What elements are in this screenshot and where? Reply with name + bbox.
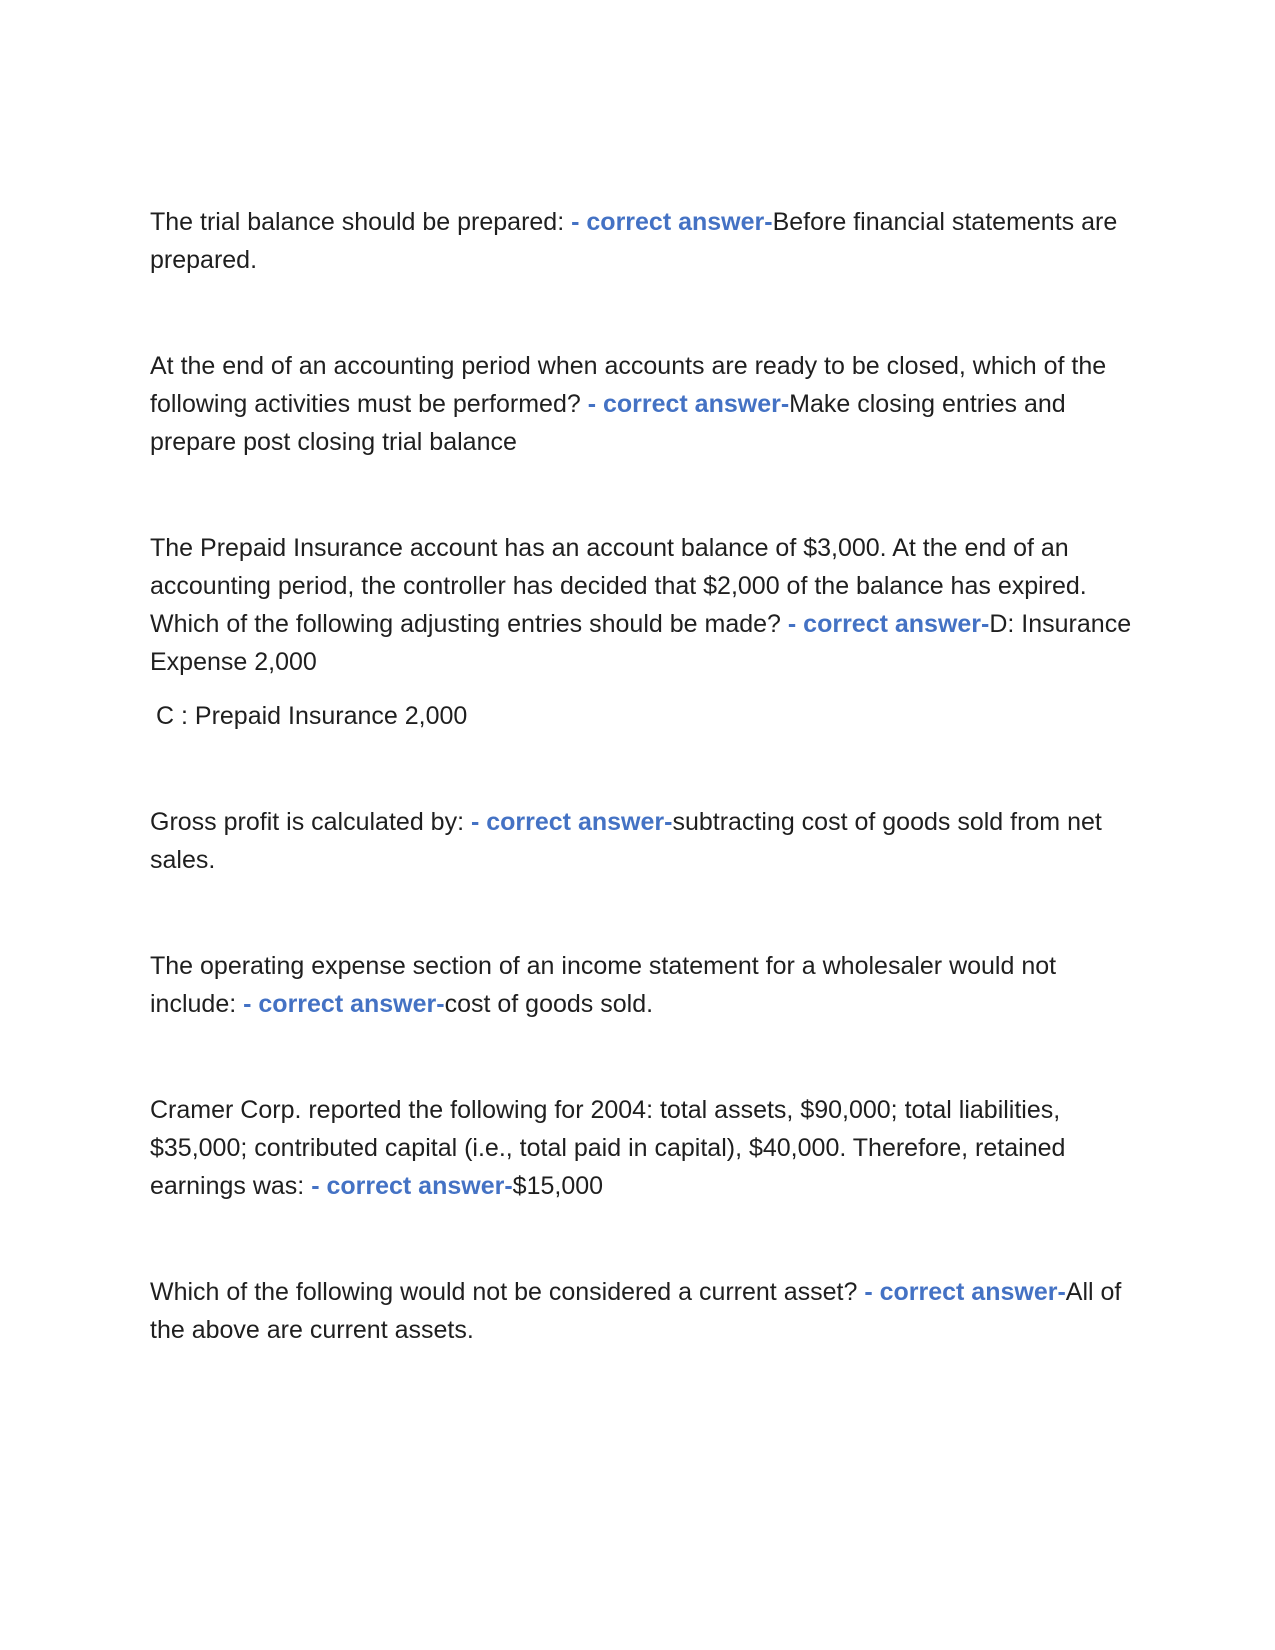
- answer-separator: - correct answer-: [470, 808, 673, 836]
- answer-separator: - correct answer-: [311, 1172, 513, 1200]
- answer-separator: - correct answer-: [243, 990, 445, 1018]
- answer-text: cost of goods sold.: [444, 990, 654, 1018]
- qa-item: [150, 1091, 1140, 1205]
- answer-text: subtracting cost of goods sold from net sales.: [150, 808, 1102, 874]
- qa-list: [150, 203, 1140, 1349]
- question-text: Gross profit is calculated by:: [150, 808, 465, 836]
- answer-separator: - correct answer-: [571, 208, 773, 236]
- answer-text: All of the above are current assets.: [150, 1278, 1122, 1344]
- question-text: Which of the following would not be considered a current asset?: [150, 1278, 858, 1306]
- answer-separator: - correct answer-: [587, 390, 790, 418]
- answer-separator: - correct answer-: [864, 1278, 1066, 1306]
- answer-text: $15,000: [512, 1172, 604, 1200]
- qa-item: [150, 203, 1140, 279]
- question-text: Cramer Corp. reported the following for 2004: total assets, $90,000; total liabilities, $35,000; contributed capital (i.e., total paid in capital), $40,000. Therefore, retained earnings was:: [150, 1096, 1066, 1200]
- question-text: At the end of an accounting period when accounts are ready to be closed, which of the following activities must be performed?: [150, 352, 1107, 418]
- qa-item: [150, 1273, 1140, 1349]
- qa-item: [150, 947, 1140, 1023]
- question-text: The operating expense section of an income statement for a wholesaler would not include:: [150, 952, 1057, 1018]
- answer-separator: - correct answer-: [787, 610, 990, 638]
- qa-item: [150, 803, 1140, 879]
- answer-text: D: Insurance Expense 2,000: [150, 610, 1132, 676]
- answer-text: Before financial statements are prepared.: [150, 208, 1118, 274]
- answer-text: Make closing entries and prepare post closing trial balance: [150, 390, 1066, 456]
- qa-item: [150, 347, 1140, 461]
- question-text: The Prepaid Insurance account has an account balance of $3,000. At the end of an accounting period, the controller has decided that $2,000 of the balance has expired. Which of the following adjusting entries should be made?: [150, 534, 1087, 638]
- answer-extra-line: C : Prepaid Insurance 2,000: [156, 702, 468, 730]
- qa-item: [150, 529, 1140, 681]
- question-text: The trial balance should be prepared:: [150, 208, 565, 236]
